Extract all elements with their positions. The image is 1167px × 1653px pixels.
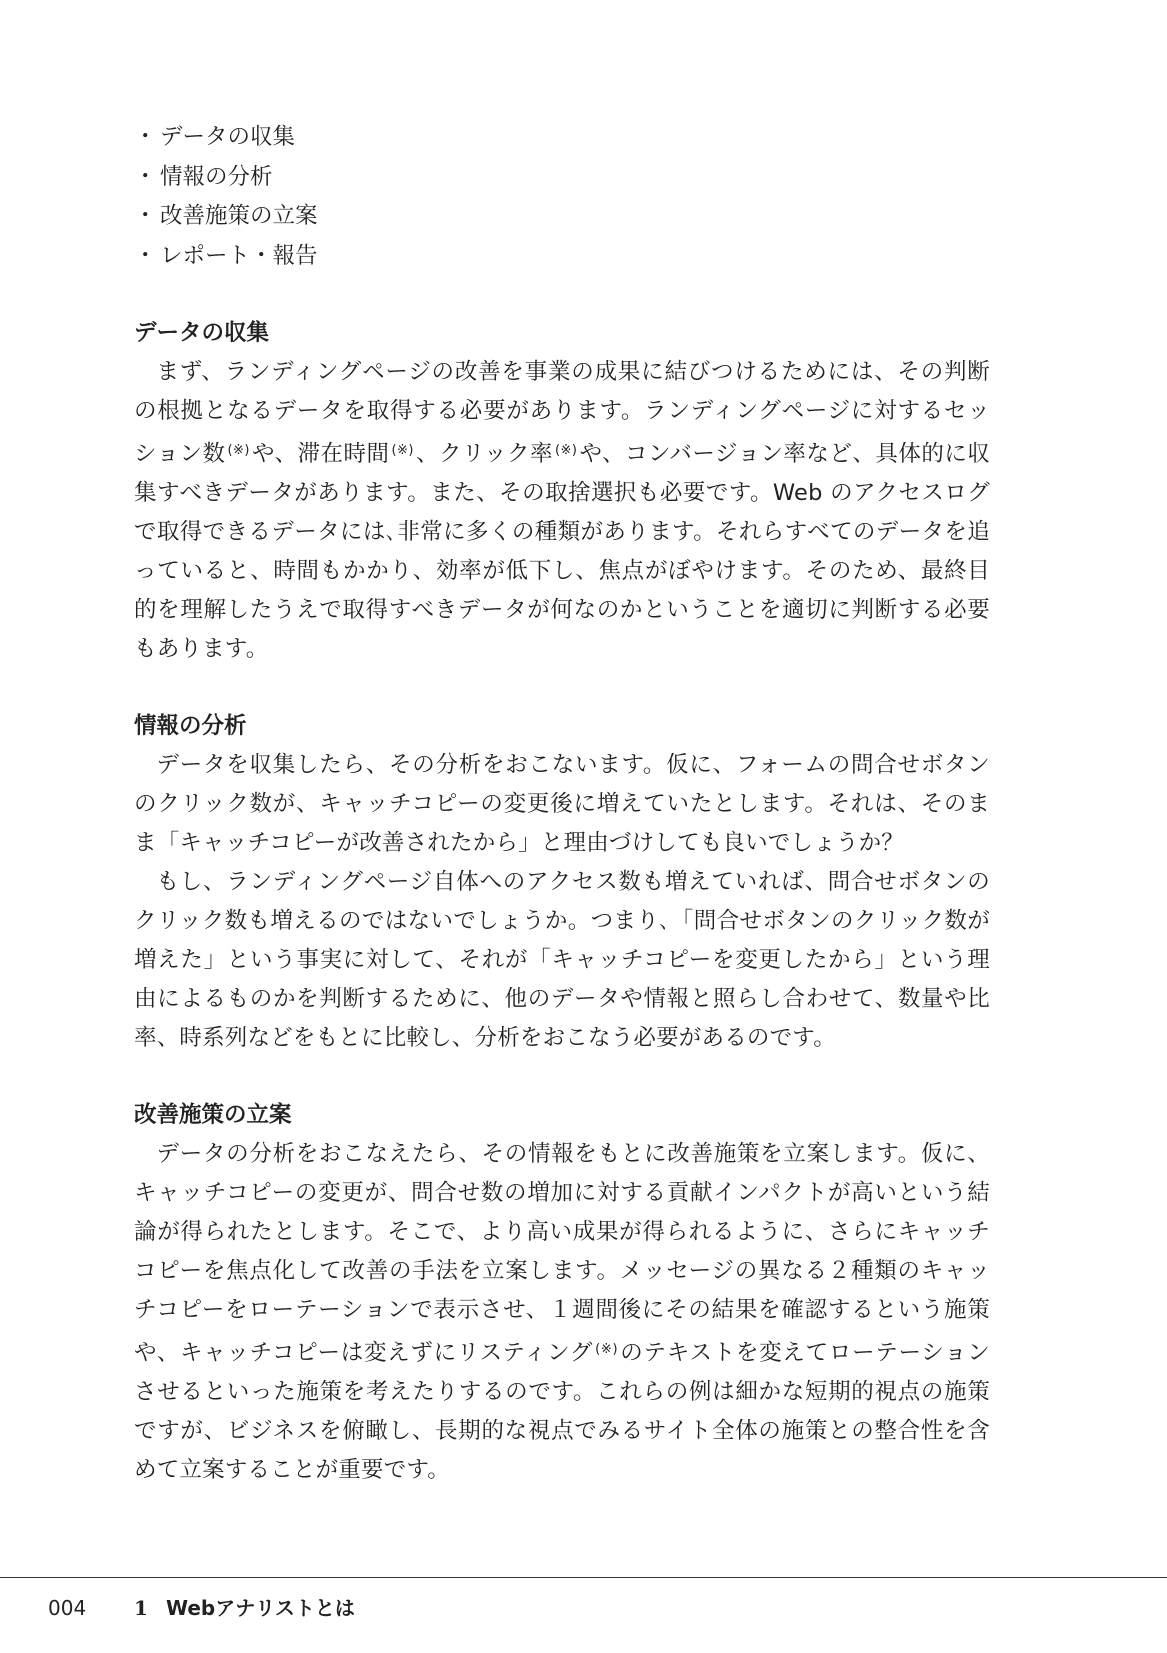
note-marker: (※) bbox=[227, 443, 250, 458]
list-item-label: 情報の分析 bbox=[160, 163, 273, 190]
body-paragraph bbox=[134, 353, 990, 669]
chapter-number: 1 bbox=[134, 1596, 148, 1620]
body-paragraph bbox=[134, 1135, 990, 1490]
note-marker: (※) bbox=[595, 1342, 618, 1357]
page-footer bbox=[0, 1588, 1167, 1628]
list-item bbox=[134, 118, 990, 158]
section-heading: データの収集 bbox=[134, 320, 270, 346]
section-heading: 情報の分析 bbox=[134, 713, 247, 739]
section-analysis bbox=[134, 707, 990, 1058]
list-item-label: レポート・報告 bbox=[160, 242, 318, 269]
page-number: 004 bbox=[48, 1596, 87, 1620]
footer-divider bbox=[0, 1577, 1167, 1578]
list-item bbox=[134, 237, 990, 277]
paragraph-text: データの分析をおこなえたら、その情報をもとに改善施策を立案します。仮に、キャッチコピーの変更が、問合せ数の増加に対する貢献インパクトが高いという結論が得られたとします。そこで、より高い成果が得られるように、さらにキャッチコピーを焦点化して改善の手法を立案します。メッセージの異なる２種類のキャッチコピーをローテーションで表示させ、１週間後にその結果を確認するという施策や、キャッチコピーは変えずにリスティング bbox=[134, 1141, 990, 1366]
paragraph-text: のテキストを変えてローテーションさせるといった施策を考えたりするのです。これらの例は細かな短期的視点の施策ですが、ビジネスを俯瞰し、長期的な視点でみるサイト全体の施策との整合性を含めて立案することが重要です。 bbox=[134, 1340, 990, 1483]
bullet-mark: ・ bbox=[134, 203, 157, 229]
bullet-mark: ・ bbox=[134, 242, 157, 269]
note-marker: (※) bbox=[554, 443, 578, 458]
list-item-label: データの収集 bbox=[160, 124, 296, 150]
section-data-collection bbox=[134, 314, 990, 669]
body-paragraph: データを収集したら、その分析をおこないます。仮に、フォームの問合せボタンのクリック数が、キャッチコピーの変更後に増えていたとします。それは、そのまま「キャッチコピーが改善されたから」と理由づけしても良いでしょうか？ bbox=[134, 752, 990, 856]
section-improvement-planning bbox=[134, 1096, 990, 1490]
list-item bbox=[134, 158, 990, 198]
note-marker: (※) bbox=[391, 443, 414, 458]
paragraph-text: や、コンバージョン率など、具体的に収集すべきデータがあります。また、その取捨選択も必要です。Web のアクセスログで取得できるデータには､非常に多くの種類があります。それらすべてのデータを追っていると、時間もかかり、効率が低下し、焦点がぼやけます。そのため、最終目的を理解したうえで取得すべきデータが何なのかということを適切に判断する必要もあります。 bbox=[134, 441, 991, 662]
paragraph-text: や、滞在時間 bbox=[251, 441, 390, 467]
list-item bbox=[134, 197, 990, 237]
page-content bbox=[134, 118, 990, 1490]
bullet-mark: ・ bbox=[134, 124, 157, 150]
section-heading: 改善施策の立案 bbox=[134, 1102, 292, 1128]
bullet-mark: ・ bbox=[134, 163, 157, 190]
body-paragraph: もし、ランディングページ自体へのアクセス数も増えていれば、問合せボタンのクリック数も増えるのではないでしょうか。つまり､「問合せボタンのクリック数が増えた」という事実に対して、それが「キャッチコピーを変更したから」という理由によるものかを判断するために、他のデータや情報と照らし合わせて、数量や比率、時系列などをもとに比較し、分析をおこなう必要があるのです。 bbox=[134, 869, 990, 1051]
paragraph-text: 、クリック率 bbox=[415, 441, 553, 467]
topic-list bbox=[134, 118, 990, 276]
list-item-label: 改善施策の立案 bbox=[160, 203, 318, 229]
chapter-title: Webアナリストとは bbox=[166, 1596, 355, 1620]
paragraph-text: まず、ランディングページの改善を事業の成果に結びつけるためには、その判断の根拠となるデータを取得する必要があります。ランディングページに対するセッション数 bbox=[134, 359, 990, 467]
